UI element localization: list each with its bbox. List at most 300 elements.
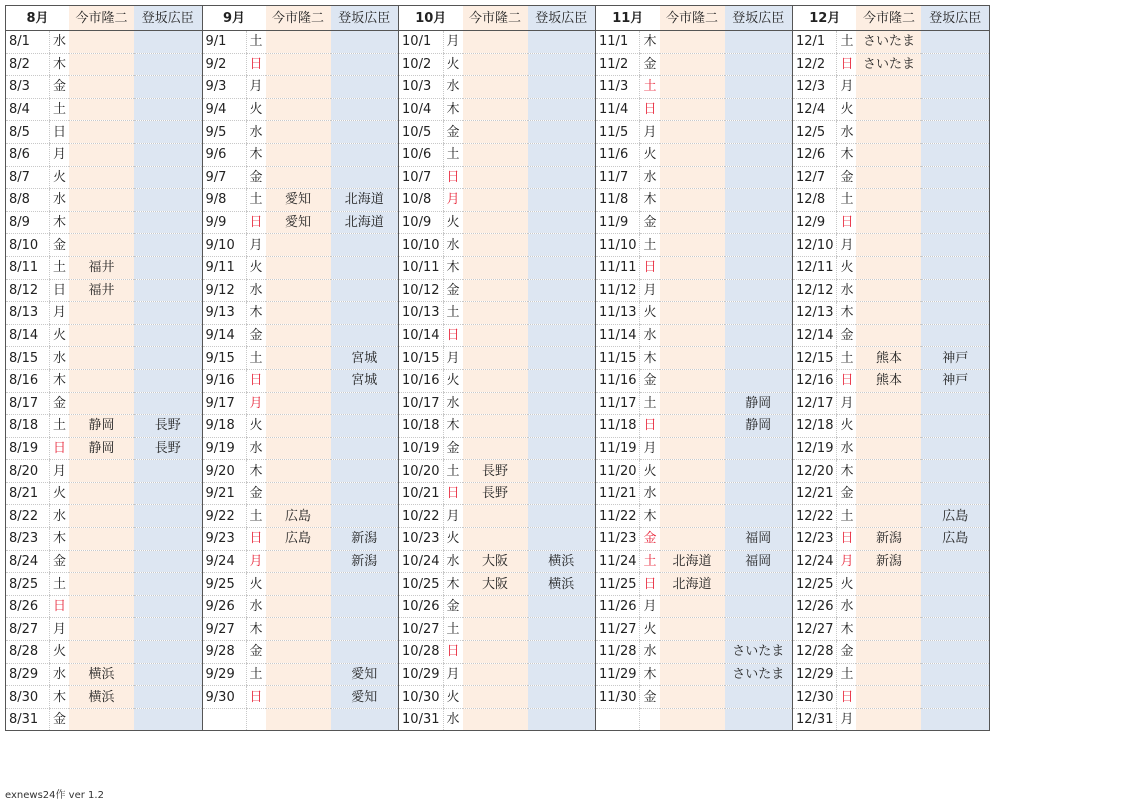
weekday-cell: 月 [640,121,660,144]
person1-venue-cell [463,302,528,325]
table-row [6,98,990,121]
person1-venue-cell [660,256,725,279]
weekday-cell: 木 [50,528,70,551]
weekday-cell: 日 [443,166,463,189]
date-cell: 10/31 [399,708,443,731]
weekday-cell: 水 [50,505,70,528]
person1-venue-cell [856,302,921,325]
date-cell: 8/1 [6,31,50,54]
person2-venue-cell [725,121,793,144]
weekday-cell: 日 [246,211,266,234]
person1-venue-cell [856,663,921,686]
date-cell: 11/5 [596,121,640,144]
weekday-cell: 金 [640,369,660,392]
weekday-cell: 日 [837,53,857,76]
person1-venue-cell: 横浜 [69,663,134,686]
person2-venue-cell [528,189,596,212]
weekday-cell: 日 [246,369,266,392]
date-cell: 12/8 [793,189,837,212]
weekday-cell: 木 [640,505,660,528]
weekday-cell: 木 [443,573,463,596]
date-cell: 10/25 [399,573,443,596]
table-row [6,415,990,438]
date-cell [596,708,640,731]
person2-venue-cell [331,121,399,144]
weekday-cell: 月 [443,663,463,686]
person1-venue-cell [266,686,331,709]
weekday-cell: 日 [50,279,70,302]
person2-venue-cell: 北海道 [331,211,399,234]
date-cell: 12/13 [793,302,837,325]
person1-header: 今市隆二 [463,6,528,31]
weekday-cell: 日 [246,528,266,551]
person1-venue-cell [69,211,134,234]
person1-venue-cell [266,641,331,664]
person1-venue-cell [463,595,528,618]
person2-venue-cell [528,595,596,618]
weekday-cell: 水 [50,189,70,212]
person2-venue-cell [528,121,596,144]
person2-venue-cell [134,211,202,234]
person1-venue-cell [660,392,725,415]
person1-venue-cell [660,234,725,257]
weekday-cell: 水 [50,31,70,54]
date-cell: 11/23 [596,528,640,551]
weekday-cell: 火 [837,256,857,279]
person2-venue-cell: 横浜 [528,550,596,573]
date-cell: 10/18 [399,415,443,438]
date-cell: 9/30 [202,686,246,709]
table-row [6,256,990,279]
date-cell: 9/6 [202,143,246,166]
person1-venue-cell [463,392,528,415]
date-cell: 11/4 [596,98,640,121]
date-cell: 10/20 [399,460,443,483]
person1-venue-cell [69,618,134,641]
weekday-cell: 土 [443,143,463,166]
weekday-cell: 火 [50,482,70,505]
person2-venue-cell [921,234,989,257]
person2-venue-cell [134,595,202,618]
weekday-cell: 月 [50,302,70,325]
date-cell: 10/1 [399,31,443,54]
date-cell: 9/22 [202,505,246,528]
weekday-cell: 金 [837,482,857,505]
person2-venue-cell [134,392,202,415]
date-cell: 12/19 [793,437,837,460]
date-cell: 8/8 [6,189,50,212]
person2-venue-cell [921,143,989,166]
weekday-cell: 水 [443,708,463,731]
person1-venue-cell [463,143,528,166]
person2-venue-cell [725,211,793,234]
person2-venue-cell [725,143,793,166]
weekday-cell: 金 [640,528,660,551]
date-cell: 10/10 [399,234,443,257]
date-cell: 12/31 [793,708,837,731]
person2-venue-cell [134,189,202,212]
person2-venue-cell [331,98,399,121]
person1-venue-cell [856,482,921,505]
person2-venue-cell [134,324,202,347]
weekday-cell: 火 [443,369,463,392]
date-cell: 9/23 [202,528,246,551]
weekday-cell: 木 [443,256,463,279]
weekday-cell: 土 [640,392,660,415]
person1-venue-cell [660,76,725,99]
person1-venue-cell: 静岡 [69,415,134,438]
person1-venue-cell [69,641,134,664]
date-cell: 12/7 [793,166,837,189]
date-cell: 10/28 [399,641,443,664]
person2-venue-cell [331,437,399,460]
date-cell: 9/27 [202,618,246,641]
person1-venue-cell [266,53,331,76]
table-row [6,573,990,596]
person2-venue-cell [725,31,793,54]
weekday-cell: 木 [443,415,463,438]
weekday-cell: 火 [443,211,463,234]
person2-venue-cell [134,121,202,144]
weekday-cell: 金 [837,166,857,189]
date-cell: 8/21 [6,482,50,505]
person1-venue-cell [266,437,331,460]
version-footer: exnews24作 ver 1.2 [5,790,104,801]
person2-venue-cell [725,573,793,596]
person2-venue-cell [725,505,793,528]
person2-venue-cell [921,573,989,596]
person1-venue-cell [856,641,921,664]
person2-venue-cell: 福岡 [725,528,793,551]
weekday-cell: 月 [443,505,463,528]
person2-venue-cell: 神戸 [921,369,989,392]
date-cell: 8/7 [6,166,50,189]
table-row [6,31,990,54]
date-cell: 10/19 [399,437,443,460]
person1-venue-cell [856,415,921,438]
weekday-cell: 火 [443,53,463,76]
person2-venue-cell [331,618,399,641]
person1-venue-cell: 大阪 [463,550,528,573]
person1-venue-cell [856,76,921,99]
person1-venue-cell [660,166,725,189]
weekday-cell: 火 [837,415,857,438]
date-cell: 11/12 [596,279,640,302]
date-cell: 12/6 [793,143,837,166]
person2-venue-cell [134,166,202,189]
date-cell: 11/22 [596,505,640,528]
weekday-cell: 金 [443,437,463,460]
person2-venue-cell [725,256,793,279]
weekday-cell: 日 [837,211,857,234]
person1-venue-cell [856,279,921,302]
person2-venue-cell [528,415,596,438]
person1-venue-cell [660,618,725,641]
table-row [6,369,990,392]
month-header: 12月 [793,6,857,31]
weekday-cell: 木 [640,31,660,54]
person1-venue-cell [69,302,134,325]
weekday-cell: 木 [443,98,463,121]
weekday-cell: 日 [246,686,266,709]
person1-venue-cell [463,708,528,731]
person1-venue-cell [69,121,134,144]
person1-venue-cell [69,505,134,528]
person1-venue-cell: 福井 [69,279,134,302]
person2-venue-cell [134,53,202,76]
person2-venue-cell [921,98,989,121]
date-cell: 8/5 [6,121,50,144]
person1-venue-cell [463,505,528,528]
date-cell: 12/10 [793,234,837,257]
person1-venue-cell: 長野 [463,482,528,505]
date-cell: 11/14 [596,324,640,347]
weekday-cell: 水 [443,392,463,415]
weekday-cell: 火 [50,324,70,347]
table-row [6,211,990,234]
date-cell: 9/17 [202,392,246,415]
person2-venue-cell: 新潟 [331,550,399,573]
person1-venue-cell [660,708,725,731]
person1-venue-cell [266,392,331,415]
weekday-cell: 月 [443,189,463,212]
person2-venue-cell [331,415,399,438]
person2-header: 登坂広臣 [921,6,989,31]
person2-venue-cell [528,437,596,460]
person2-venue-cell [528,211,596,234]
date-cell: 11/29 [596,663,640,686]
weekday-cell: 金 [246,166,266,189]
table-row [6,482,990,505]
person2-venue-cell [134,528,202,551]
date-cell: 11/25 [596,573,640,596]
date-cell: 12/28 [793,641,837,664]
schedule-table [5,5,990,731]
weekday-cell: 日 [640,573,660,596]
date-cell: 10/11 [399,256,443,279]
person2-venue-cell [134,505,202,528]
date-cell: 11/16 [596,369,640,392]
date-cell: 10/16 [399,369,443,392]
table-row [6,663,990,686]
person1-venue-cell [660,279,725,302]
person1-venue-cell [463,324,528,347]
weekday-cell: 土 [640,234,660,257]
person2-venue-cell [528,143,596,166]
date-cell: 8/12 [6,279,50,302]
person2-venue-cell [725,53,793,76]
table-row [6,234,990,257]
person2-venue-cell [921,618,989,641]
weekday-cell: 火 [246,415,266,438]
person1-venue-cell [463,369,528,392]
date-cell: 12/30 [793,686,837,709]
person1-venue-cell [463,256,528,279]
weekday-cell: 水 [640,641,660,664]
date-cell: 11/8 [596,189,640,212]
weekday-cell: 火 [246,256,266,279]
person2-venue-cell [921,76,989,99]
weekday-cell: 木 [837,460,857,483]
person2-venue-cell: 静岡 [725,415,793,438]
date-cell: 12/1 [793,31,837,54]
person2-venue-cell [528,618,596,641]
weekday-cell: 水 [246,279,266,302]
person1-venue-cell [69,369,134,392]
person2-venue-cell [134,234,202,257]
table-row [6,121,990,144]
date-cell: 11/11 [596,256,640,279]
date-cell: 8/19 [6,437,50,460]
person1-venue-cell [856,618,921,641]
date-cell: 9/25 [202,573,246,596]
weekday-cell: 日 [50,437,70,460]
person2-venue-cell [528,302,596,325]
date-cell: 11/15 [596,347,640,370]
date-cell: 10/24 [399,550,443,573]
date-cell: 11/10 [596,234,640,257]
weekday-cell: 土 [246,31,266,54]
person2-venue-cell [134,256,202,279]
person1-venue-cell [266,369,331,392]
person2-venue-cell [921,302,989,325]
person2-venue-cell [921,686,989,709]
date-cell: 8/17 [6,392,50,415]
weekday-cell: 土 [246,663,266,686]
person2-venue-cell [725,482,793,505]
weekday-cell: 土 [837,505,857,528]
date-cell: 8/10 [6,234,50,257]
person1-venue-cell [660,302,725,325]
weekday-cell: 土 [837,189,857,212]
person1-venue-cell [660,482,725,505]
date-cell: 12/24 [793,550,837,573]
person1-venue-cell [856,437,921,460]
person2-venue-cell [725,460,793,483]
person1-venue-cell [463,663,528,686]
date-cell: 8/24 [6,550,50,573]
weekday-cell: 火 [640,302,660,325]
date-cell: 8/14 [6,324,50,347]
person2-venue-cell [921,189,989,212]
date-cell: 12/26 [793,595,837,618]
weekday-cell: 金 [443,279,463,302]
person1-venue-cell [463,528,528,551]
person2-venue-cell: 静岡 [725,392,793,415]
date-cell: 8/16 [6,369,50,392]
person1-venue-cell [266,573,331,596]
person1-venue-cell: 熊本 [856,369,921,392]
person2-venue-cell [921,53,989,76]
person1-venue-cell [69,392,134,415]
weekday-cell: 木 [50,369,70,392]
date-cell: 9/11 [202,256,246,279]
weekday-cell: 木 [246,143,266,166]
person1-venue-cell: 福井 [69,256,134,279]
person1-venue-cell: 静岡 [69,437,134,460]
person1-venue-cell [660,641,725,664]
person1-venue-cell [856,686,921,709]
person1-venue-cell [266,618,331,641]
table-row [6,618,990,641]
date-cell: 10/6 [399,143,443,166]
person1-venue-cell [69,31,134,54]
table-row [6,437,990,460]
date-cell: 11/6 [596,143,640,166]
person2-venue-cell [134,641,202,664]
weekday-cell: 日 [50,121,70,144]
person2-venue-cell [921,550,989,573]
weekday-cell: 木 [837,143,857,166]
person1-venue-cell: 新潟 [856,528,921,551]
date-cell: 11/24 [596,550,640,573]
person1-venue-cell [266,302,331,325]
date-cell: 11/27 [596,618,640,641]
date-cell: 9/9 [202,211,246,234]
person2-venue-cell: 新潟 [331,528,399,551]
date-cell: 9/21 [202,482,246,505]
person1-venue-cell [463,166,528,189]
person1-venue-cell: 長野 [463,460,528,483]
weekday-cell: 火 [246,98,266,121]
table-row [6,460,990,483]
date-cell: 8/30 [6,686,50,709]
weekday-cell [246,708,266,731]
table-row [6,595,990,618]
weekday-cell: 水 [246,595,266,618]
person2-venue-cell [331,641,399,664]
date-cell: 9/4 [202,98,246,121]
person1-venue-cell: さいたま [856,53,921,76]
person2-venue-cell [331,143,399,166]
date-cell: 11/21 [596,482,640,505]
person1-venue-cell [266,415,331,438]
person2-venue-cell [331,234,399,257]
person2-venue-cell [528,708,596,731]
date-cell: 11/18 [596,415,640,438]
person1-venue-cell [69,234,134,257]
date-cell: 8/9 [6,211,50,234]
weekday-cell: 月 [50,460,70,483]
person1-venue-cell [463,415,528,438]
weekday-cell: 月 [246,392,266,415]
weekday-cell: 月 [443,31,463,54]
person2-venue-cell [528,392,596,415]
person1-venue-cell [463,347,528,370]
person1-venue-cell [856,166,921,189]
person1-venue-cell: 大阪 [463,573,528,596]
person1-venue-cell [266,324,331,347]
person2-venue-cell [134,686,202,709]
weekday-cell: 日 [443,324,463,347]
weekday-cell: 木 [640,189,660,212]
weekday-cell: 火 [640,460,660,483]
date-cell: 9/14 [202,324,246,347]
weekday-cell: 土 [50,573,70,596]
person1-venue-cell [69,143,134,166]
weekday-cell: 木 [837,618,857,641]
person1-venue-cell [266,460,331,483]
weekday-cell: 月 [640,279,660,302]
person1-venue-cell [463,189,528,212]
date-cell: 10/27 [399,618,443,641]
weekday-cell: 金 [50,392,70,415]
date-cell: 10/13 [399,302,443,325]
weekday-cell: 土 [246,505,266,528]
person1-venue-cell [856,211,921,234]
person1-venue-cell [69,189,134,212]
person2-venue-cell [528,528,596,551]
